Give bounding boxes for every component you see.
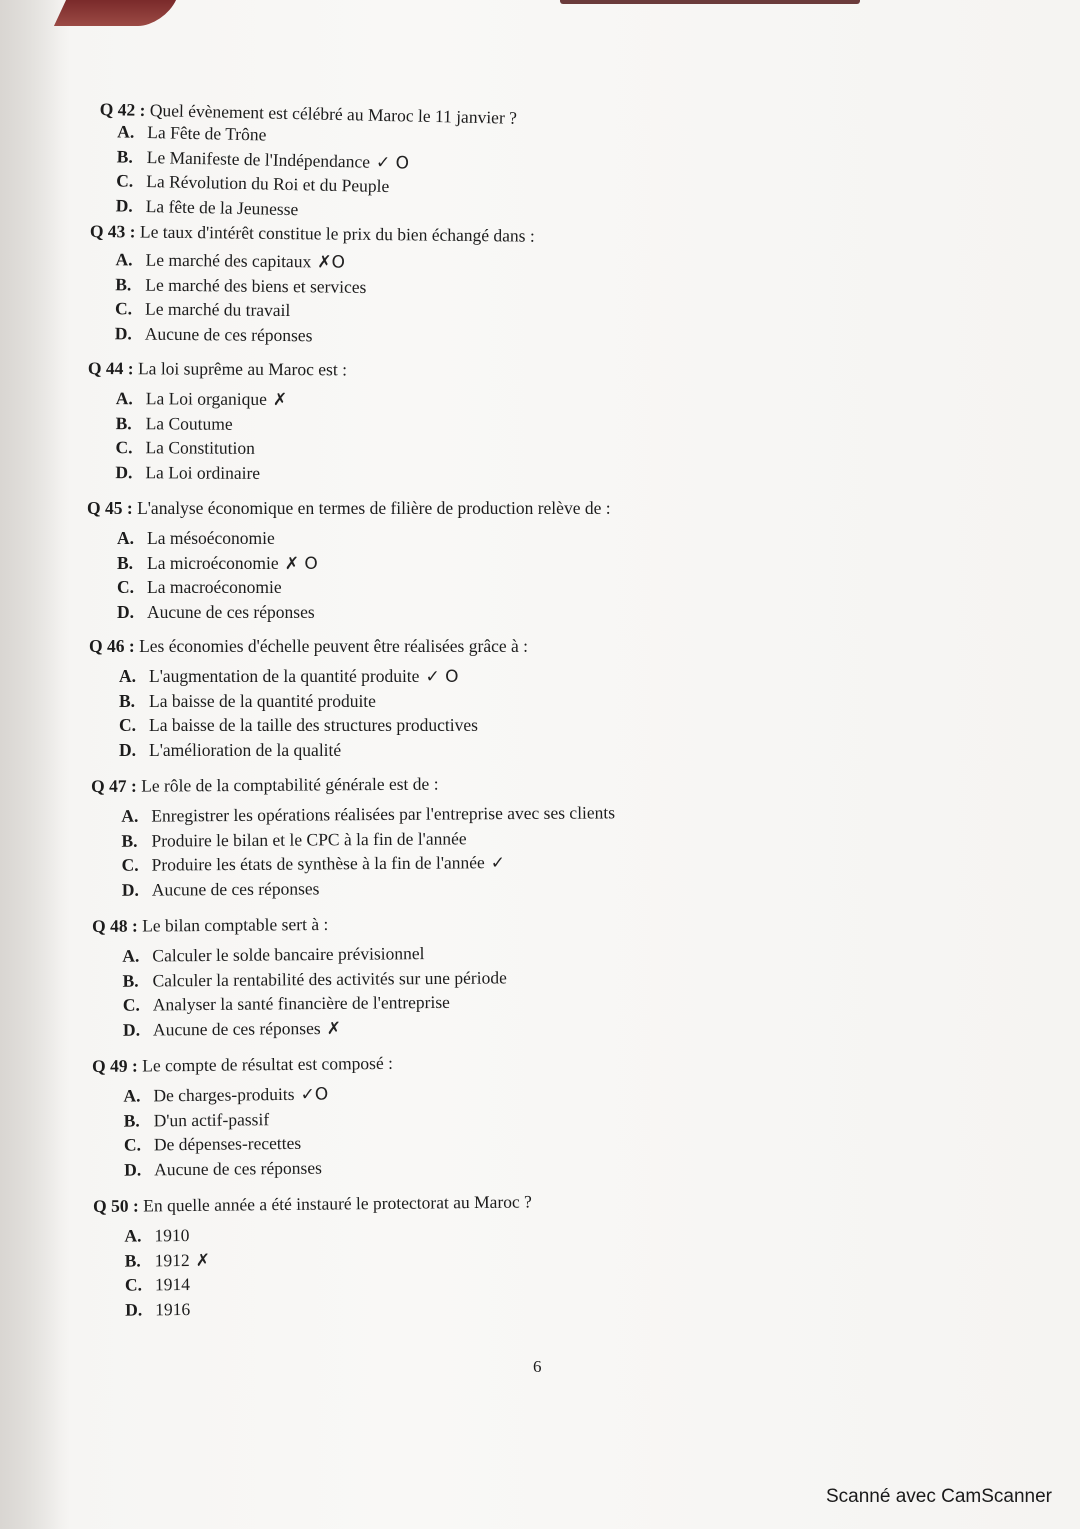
option-letter: C.	[124, 1274, 143, 1295]
question-46	[89, 635, 528, 763]
option-text: Calculer la rentabilité des activités sur une période	[152, 966, 507, 990]
option-text: La Révolution du Roi et du Peuple	[146, 170, 390, 197]
option-letter: D.	[122, 1019, 141, 1040]
question-number: Q 49 :	[92, 1055, 138, 1076]
option-letter: B.	[115, 273, 132, 294]
options-list	[89, 248, 535, 351]
option-text: La Loi organique	[145, 388, 268, 409]
option-b	[122, 966, 512, 994]
handwritten-mark: ✓ O	[425, 667, 459, 687]
options-list	[89, 665, 528, 763]
question-48	[92, 911, 513, 1043]
option-b	[117, 552, 611, 577]
handwritten-mark: ✗	[272, 389, 288, 411]
option-text: Le marché du travail	[144, 298, 291, 321]
option-d	[123, 1015, 513, 1043]
question-title	[87, 497, 611, 519]
option-text: La Constitution	[145, 437, 255, 458]
option-letter: C.	[115, 437, 133, 458]
option-letter: C.	[116, 170, 134, 191]
question-title	[92, 1052, 393, 1077]
options-list	[97, 120, 516, 227]
question-text: Le bilan comptable sert à :	[142, 913, 329, 936]
options-list	[87, 527, 611, 625]
question-title	[88, 357, 347, 380]
question-44	[87, 357, 347, 486]
options-list	[92, 941, 513, 1043]
handwritten-mark: ✗O	[317, 252, 345, 273]
options-list	[93, 1220, 533, 1323]
option-letter: C.	[117, 577, 135, 597]
question-text: Les économies d'échelle peuvent être réalisées grâce à :	[139, 636, 529, 656]
option-text: La Fête de Trône	[147, 122, 267, 145]
question-47	[91, 771, 622, 903]
option-c	[124, 1131, 394, 1158]
option-text: Enregistrer les opérations réalisées par l'entreprise avec ses clients	[151, 802, 616, 826]
option-letter: B.	[117, 552, 134, 573]
option-letter: B.	[124, 1250, 141, 1271]
option-text: L'amélioration de la qualité	[149, 739, 342, 760]
option-letter: A.	[115, 249, 133, 270]
page-corner-fold	[54, 0, 176, 26]
question-text: En quelle année a été instauré le protectorat au Maroc ?	[143, 1191, 532, 1216]
handwritten-mark: ✓ O	[375, 152, 410, 173]
question-number: Q 44 :	[87, 358, 134, 379]
option-letter: D.	[121, 879, 139, 900]
option-letter: A.	[124, 1225, 142, 1246]
question-text: Le taux d'intérêt constitue le prix du bien échangé dans :	[139, 221, 535, 246]
option-text: La Coutume	[145, 412, 233, 434]
question-50	[93, 1190, 533, 1323]
handwritten-mark: ✓	[490, 853, 506, 874]
option-text: Le marché des biens et services	[145, 274, 367, 297]
option-a	[116, 387, 347, 413]
question-title	[93, 1190, 532, 1217]
page-binding-shadow	[0, 0, 70, 1529]
question-number: Q 47 :	[91, 775, 137, 796]
question-49	[92, 1052, 394, 1183]
option-d	[124, 1155, 394, 1182]
option-letter: D.	[124, 1158, 142, 1180]
option-b	[116, 412, 347, 438]
option-c	[123, 990, 513, 1018]
option-text: 1910	[154, 1224, 190, 1246]
question-number: Q 50 :	[93, 1195, 139, 1216]
question-43	[89, 220, 535, 351]
handwritten-mark: ✗ O	[284, 553, 318, 574]
option-text: Le Manifeste de l'Indépendance	[146, 146, 371, 172]
option-d	[119, 739, 528, 764]
option-text: La mésoéconomie	[147, 528, 275, 548]
option-letter: B.	[119, 690, 136, 711]
options-list	[91, 801, 621, 903]
question-text: Le compte de résultat est composé :	[142, 1052, 394, 1076]
option-text: Produire les états de synthèse à la fin de l'année	[151, 852, 485, 875]
option-letter: A.	[115, 388, 133, 409]
question-number: Q 46 :	[89, 636, 135, 656]
option-letter: B.	[121, 830, 138, 851]
option-d	[125, 1294, 533, 1323]
option-text: La Loi ordinaire	[145, 461, 261, 483]
option-letter: A.	[117, 528, 135, 548]
options-list	[92, 1082, 394, 1183]
question-text: L'analyse économique en termes de filière de production relève de :	[137, 498, 611, 518]
option-text: D'un actif-passif	[153, 1108, 270, 1130]
question-text: Le rôle de la comptabilité générale est de :	[141, 773, 439, 796]
option-c	[119, 714, 528, 739]
option-text: 1912	[154, 1249, 190, 1270]
camscanner-footer: Scanné avec CamScanner	[825, 1486, 1052, 1507]
option-letter: B.	[122, 970, 139, 991]
option-d	[117, 601, 611, 626]
handwritten-mark: ✓O	[300, 1084, 329, 1105]
option-a	[123, 1082, 393, 1109]
option-letter: C.	[122, 994, 140, 1015]
option-b	[119, 690, 528, 715]
option-d	[115, 322, 534, 351]
option-letter: C.	[119, 715, 137, 735]
option-d	[115, 461, 346, 487]
option-text: L'augmentation de la quantité produite	[149, 666, 420, 686]
option-letter: D.	[117, 601, 135, 622]
option-letter: D.	[114, 322, 132, 343]
option-b	[124, 1106, 394, 1133]
question-number: Q 42 :	[99, 98, 146, 120]
option-letter: C.	[114, 298, 133, 319]
question-number: Q 48 :	[92, 915, 138, 936]
options-list	[87, 387, 347, 486]
option-c	[122, 850, 622, 878]
option-text: Aucune de ces réponses	[144, 323, 313, 345]
question-45	[87, 497, 611, 625]
option-letter: C.	[123, 1134, 142, 1155]
question-title	[89, 635, 528, 657]
option-text: De dépenses-recettes	[153, 1132, 302, 1155]
option-letter: D.	[115, 461, 133, 482]
option-text: De charges-produits	[153, 1083, 295, 1106]
question-title	[91, 771, 621, 797]
question-42	[97, 98, 517, 227]
option-letter: A.	[121, 805, 139, 826]
option-letter: B.	[123, 1110, 140, 1131]
option-text: La macroéconomie	[147, 577, 282, 597]
question-text: La loi suprême au Maroc est :	[137, 358, 348, 380]
option-b	[121, 826, 621, 854]
option-text: La microéconomie	[147, 552, 279, 573]
option-letter: D.	[115, 194, 133, 216]
option-letter: B.	[115, 412, 132, 433]
page-number: 6	[533, 1357, 542, 1376]
option-text: Aucune de ces réponses	[147, 601, 315, 622]
option-a	[117, 527, 611, 552]
question-title	[90, 220, 535, 247]
handwritten-mark: ✗	[195, 1250, 211, 1271]
option-a	[119, 665, 528, 690]
option-letter: B.	[116, 145, 134, 167]
option-letter: A.	[117, 121, 135, 142]
option-letter: A.	[123, 1085, 141, 1106]
question-title	[92, 911, 512, 937]
option-a	[121, 801, 621, 829]
option-text: Analyser la santé financière de l'entreprise	[152, 991, 450, 1015]
option-letter: A.	[119, 666, 137, 686]
question-text: Quel évènement est célébré au Maroc le 11 janvier ?	[149, 100, 518, 128]
option-c	[115, 436, 346, 462]
option-text: 1916	[155, 1298, 191, 1319]
top-edge-strip	[560, 0, 860, 4]
option-letter: A.	[122, 945, 140, 966]
option-text: La fête de la Jeunesse	[145, 195, 299, 219]
option-letter: D.	[119, 739, 137, 760]
question-number: Q 45 :	[87, 498, 133, 518]
option-text: 1914	[154, 1273, 191, 1295]
question-number: Q 43 :	[89, 220, 136, 242]
option-c	[117, 576, 611, 601]
option-text: Calculer le solde bancaire prévisionnel	[152, 943, 425, 966]
option-text: Aucune de ces réponses	[152, 1017, 321, 1039]
option-text: Aucune de ces réponses	[154, 1157, 322, 1179]
option-text: Produire le bilan et le CPC à la fin de l'année	[151, 827, 467, 851]
option-text: La baisse de la quantité produite	[149, 690, 376, 711]
option-letter: D.	[125, 1298, 143, 1320]
option-text: Aucune de ces réponses	[151, 877, 320, 900]
option-d	[122, 875, 622, 903]
option-text: Le marché des capitaux	[145, 249, 312, 272]
option-a	[122, 941, 512, 969]
handwritten-mark: ✗	[326, 1018, 341, 1039]
option-letter: C.	[121, 854, 139, 875]
option-text: La baisse de la taille des structures productives	[149, 715, 478, 735]
